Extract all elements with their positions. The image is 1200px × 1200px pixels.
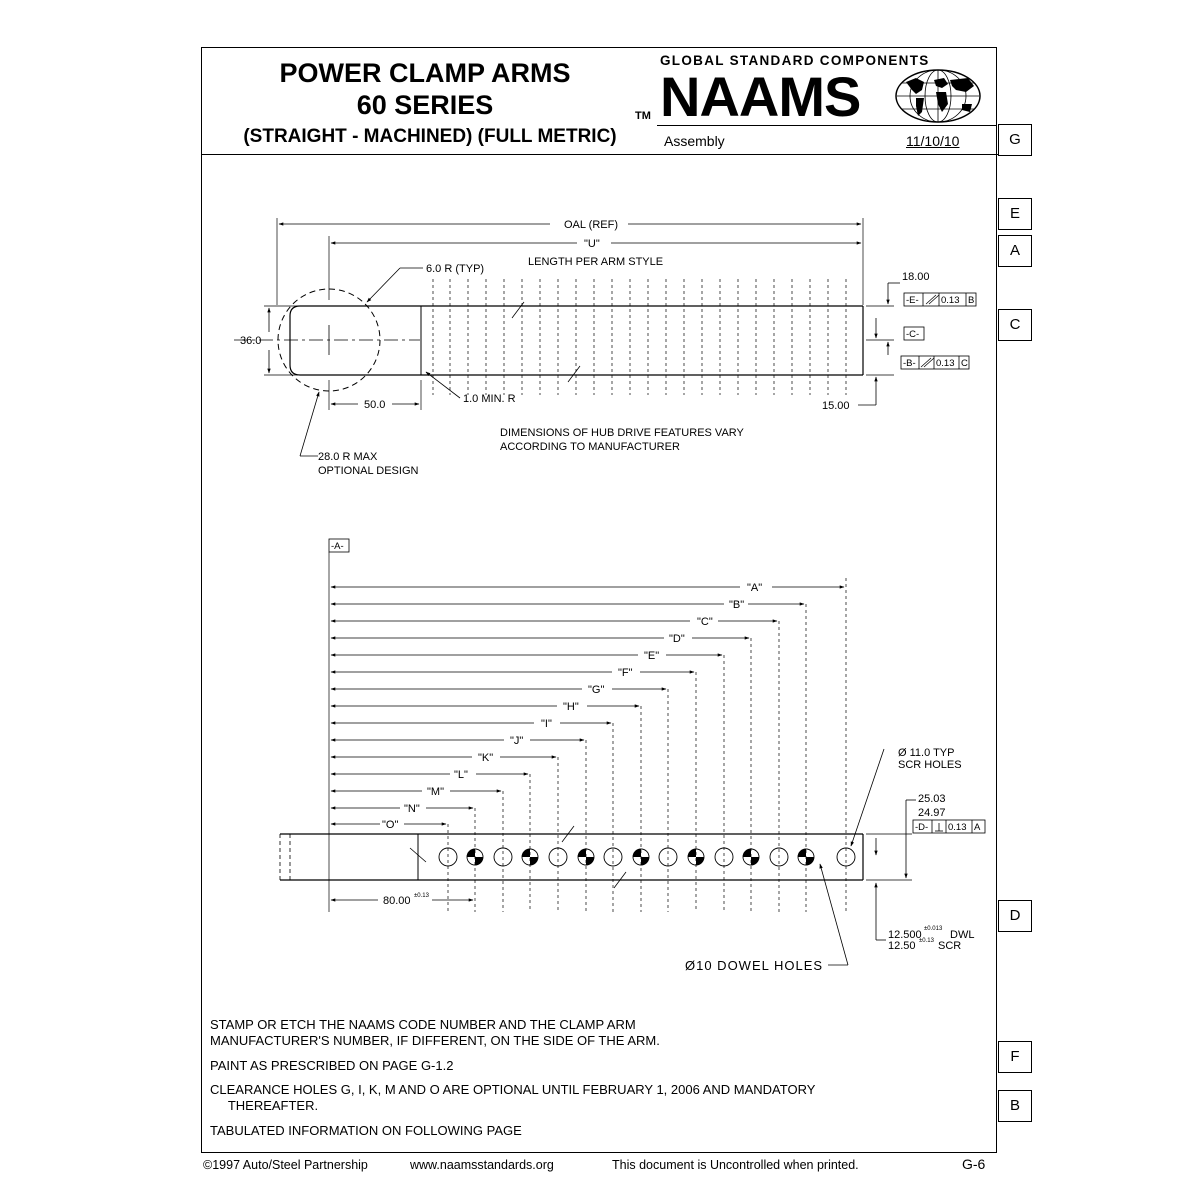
datum-a: -A- bbox=[331, 541, 344, 552]
dowel-holes-label: Ø10 DOWEL HOLES bbox=[685, 958, 824, 973]
scr-hole bbox=[715, 848, 733, 866]
label-f: "F" bbox=[618, 667, 633, 679]
datum-b: -B- bbox=[903, 358, 916, 369]
label-c: "C" bbox=[697, 616, 713, 628]
note-paint: PAINT AS PRESCRIBED ON PAGE G-1.2 bbox=[210, 1058, 454, 1073]
scr-tol: ±0.13 bbox=[919, 938, 934, 944]
dwl-value: 12.500 bbox=[888, 929, 922, 941]
datum-d: -D- bbox=[915, 822, 929, 833]
ref-b: C bbox=[961, 358, 968, 369]
min-r-label: 1.0 MIN. R bbox=[463, 393, 516, 405]
radius-typ-label: 6.0 R (TYP) bbox=[426, 263, 485, 275]
arm-end bbox=[290, 306, 300, 375]
revision-date: 11/10/10 bbox=[906, 133, 960, 149]
page-number: G-6 bbox=[962, 1156, 986, 1172]
length-marks bbox=[433, 279, 846, 395]
label-i: "I" bbox=[541, 718, 552, 730]
footer-copyright: ©1997 Auto/Steel Partnership bbox=[203, 1158, 368, 1172]
dim-15: 15.00 bbox=[822, 400, 850, 412]
length-note: LENGTH PER ARM STYLE bbox=[528, 256, 664, 268]
label-o: "O" bbox=[382, 819, 399, 831]
dwl-tol: ±0.013 bbox=[924, 926, 943, 932]
optional-design: OPTIONAL DESIGN bbox=[318, 465, 419, 477]
scr-hole bbox=[549, 848, 567, 866]
label-l: "L" bbox=[454, 769, 468, 781]
scr-holes-label: SCR HOLES bbox=[898, 759, 962, 771]
datum-c: -C- bbox=[906, 329, 920, 340]
label-k: "K" bbox=[478, 752, 494, 764]
label-a: "A" bbox=[747, 582, 763, 594]
hub-note-line1: DIMENSIONS OF HUB DRIVE FEATURES VARY bbox=[500, 427, 744, 439]
tab-c[interactable]: C bbox=[998, 309, 1032, 341]
ref-e: B bbox=[968, 295, 975, 306]
tab-e[interactable]: E bbox=[998, 198, 1032, 230]
top-view-text bbox=[240, 219, 974, 477]
dim-18: 18.00 bbox=[902, 271, 930, 283]
datum-e: -E- bbox=[906, 295, 919, 306]
scr-label: SCR bbox=[938, 940, 962, 952]
label-d: "D" bbox=[669, 633, 685, 645]
label-n: "N" bbox=[404, 803, 420, 815]
footer-disclaimer: This document is Uncontrolled when printed. bbox=[612, 1158, 859, 1172]
optional-radius: 28.0 R MAX bbox=[318, 451, 378, 463]
note-tabulated: TABULATED INFORMATION ON FOLLOWING PAGE bbox=[210, 1123, 522, 1138]
title-line1: POWER CLAMP ARMS bbox=[279, 58, 571, 88]
dwl-label: DWL bbox=[950, 929, 975, 941]
tab-a[interactable]: A bbox=[998, 235, 1032, 267]
note-stamp: STAMP OR ETCH THE NAAMS CODE NUMBER AND THE CLAMP ARM MANUFACTURER'S NUMBER, IF DIFFERENT, ON THE SIDE OF THE ARM. bbox=[210, 1017, 660, 1048]
note-clearance-holes: CLEARANCE HOLES G, I, K, M AND O ARE OPTIONAL UNTIL FEBRUARY 1, 2006 AND MANDATORY THEREAFTER. bbox=[210, 1082, 816, 1113]
dim-50: 50.0 bbox=[364, 399, 386, 411]
dim-80-tol: ±0.13 bbox=[414, 893, 429, 899]
top-view bbox=[234, 218, 976, 456]
u-label: "U" bbox=[584, 238, 600, 250]
tab-b[interactable]: B bbox=[998, 1090, 1032, 1122]
label-g: "G" bbox=[588, 684, 605, 696]
dim-36: 36.0 bbox=[240, 335, 262, 347]
ref-d: A bbox=[974, 822, 981, 833]
oal-label: OAL (REF) bbox=[564, 219, 618, 231]
dowel-quadrants bbox=[467, 849, 814, 865]
label-b: "B" bbox=[729, 599, 745, 611]
logo-tm: TM bbox=[635, 110, 651, 122]
subtitle: (STRAIGHT - MACHINED) (FULL METRIC) bbox=[243, 126, 617, 147]
tab-d[interactable]: D bbox=[998, 900, 1032, 932]
tab-f[interactable]: F bbox=[998, 1041, 1032, 1073]
scr-value: 12.50 bbox=[888, 940, 916, 952]
hub-note-line2: ACCORDING TO MANUFACTURER bbox=[500, 441, 680, 453]
logo-tagline: GLOBAL STANDARD COMPONENTS bbox=[660, 53, 930, 68]
scr-diameter: Ø 11.0 TYP bbox=[898, 747, 955, 759]
naams-logo: NAAMS bbox=[660, 65, 861, 128]
label-j: "J" bbox=[510, 735, 524, 747]
tol-b: 0.13 bbox=[936, 358, 955, 369]
tol-d: 0.13 bbox=[948, 822, 967, 833]
label-e: "E" bbox=[644, 650, 660, 662]
label-h: "H" bbox=[563, 701, 579, 713]
category-label: Assembly bbox=[664, 133, 725, 149]
dim-80: 80.00 bbox=[383, 895, 411, 907]
dim-upper: 25.03 bbox=[918, 793, 946, 805]
tab-g[interactable]: G bbox=[998, 124, 1032, 156]
title-line2: 60 SERIES bbox=[356, 90, 494, 120]
dim-lower: 24.97 bbox=[918, 807, 946, 819]
footer-website[interactable]: www.naamsstandards.org bbox=[410, 1158, 554, 1172]
hole-dimension-lines bbox=[331, 587, 844, 824]
tol-e: 0.13 bbox=[941, 295, 960, 306]
label-m: "M" bbox=[427, 786, 444, 798]
